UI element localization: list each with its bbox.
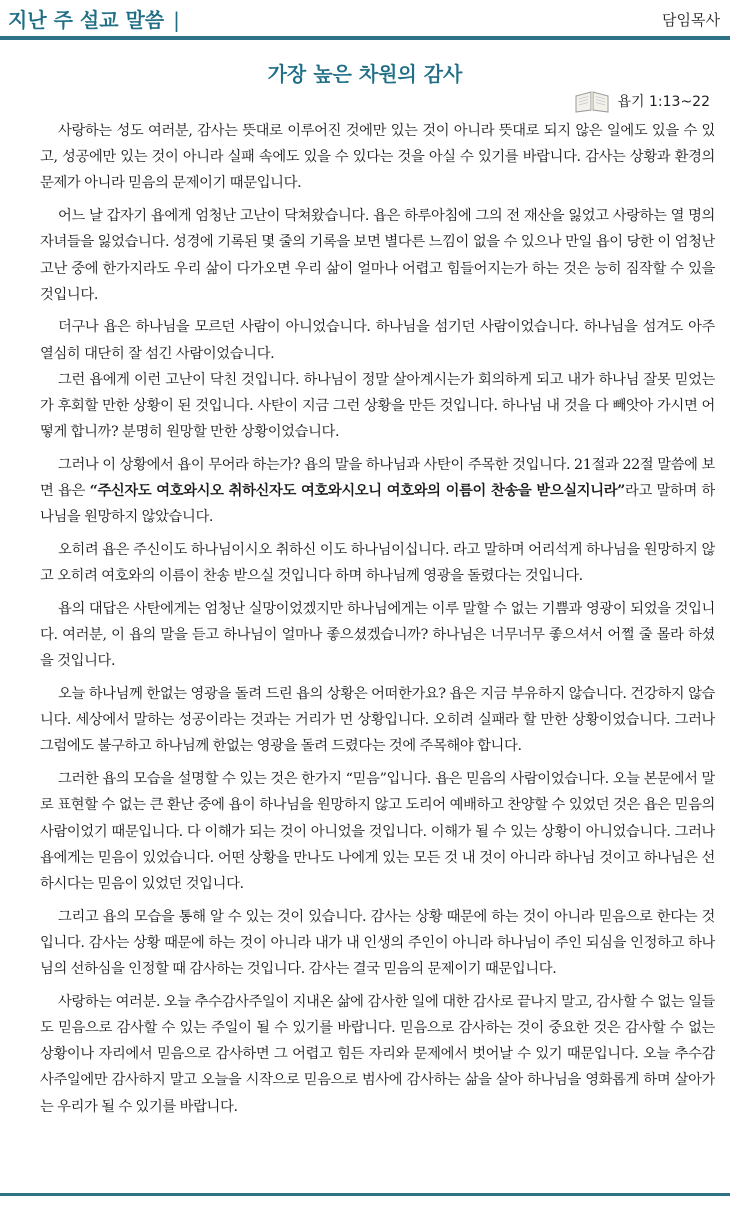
paragraph: 욥의 대답은 사탄에게는 엄청난 실망이었겠지만 하나님에게는 이루 말할 수 없는 기쁨과 영광이 되었을 것입니다. 여러분, 이 욥의 말을 듣고 하나님이 얼마나 좋으셨겠습니까? 하나님은 너무너무 좋으셔서 어쩔 줄 몰라 하셨을 것입니다.: [40, 600, 715, 670]
quote-open-mark: “: [89, 483, 98, 500]
open-book-icon: [574, 88, 610, 114]
paragraph: 사랑하는 성도 여러분, 감사는 뜻대로 이루어진 것에만 있는 것이 아니라 뜻대로 되지 않은 일에도 있을 수 있고, 성공에만 있는 것이 아니라 실패 속에도 있을 수 있다는 것을 아실 수 있기를 바랍니다. 감사는 상황과 환경의 문제가 아니라 믿음의 문제이기 때문입니다.: [40, 123, 715, 192]
paragraph-quote: [40, 452, 715, 531]
paragraph: 그런 욥에게 이런 고난이 닥친 것입니다. 하나님이 정말 살아계시는가 회의하게 되고 내가 하나님 잘못 믿었는가 후회할 만한 상황이 된 것입니다. 사탄이 지금 그런 상황을 만든 것입니다. 하나님 내 것을 다 빼앗아 가시면 어떻게 합니까? 분명히 원망할 만한 상황이었습니다.: [40, 371, 715, 441]
sermon-body: [40, 118, 715, 1178]
page-header: [0, 0, 730, 36]
paragraph-text: 라고 말하며 하나님을 원망하지 않았습니다.: [40, 483, 715, 526]
author-label: 담임목사: [662, 11, 720, 29]
scripture-quote: 주신자도 여호와시오 취하신자도 여호와시오니 여호와의 이름이 찬송을 받으실지니라: [97, 483, 618, 500]
paragraph: 어느 날 갑자기 욥에게 엄청난 고난이 닥쳐왔습니다. 욥은 하루아침에 그의 전 재산을 잃었고 사랑하는 열 명의 자녀들을 잃었습니다. 성경에 기록된 몇 줄의 기록을 보면 별다른 느낌이 없을 수 있으나 만일 욥이 당한 이 엄청난 고난 중에 한가지라도 우리 삶이 다가오면 우리 삶이 얼마나 어렵고 힘들어지는가 하는 것은 능히 짐작할 수 있을 것입니다.: [40, 208, 715, 303]
paragraph: 사랑하는 여러분. 오늘 추수감사주일이 지내온 삶에 감사한 일에 대한 감사로 끝나지 말고, 감사할 수 없는 일들도 믿음으로 감사할 수 있는 주일이 될 수 있기를 바랍니다. 믿음으로 감사하는 것이 중요한 것은 감사할 수 없는 상황이나 자리에서 믿음으로 감사하면 그 어렵고 힘든 자리와 문제에서 벗어날 수 있기 때문입니다. 오늘 추수감사주일에만 감사하지 말고 오늘을 시작으로 믿음으로 범사에 감사하는 삶을 살아 하나님을 영화롭게 하며 살아가는 우리가 될 수 있기를 바랍니다.: [40, 993, 715, 1115]
scripture-reference: [574, 88, 710, 114]
scripture-text: 욥기 1:13~22: [617, 94, 710, 110]
sermon-title: 가장 높은 차원의 감사: [267, 62, 463, 86]
footer-rule: [0, 1193, 730, 1196]
quote-close-mark: ”: [617, 483, 626, 500]
paragraph: 그러한 욥의 모습을 설명할 수 있는 것은 한가지 “믿음”입니다. 욥은 믿음의 사람이었습니다. 오늘 본문에서 말로 표현할 수 없는 큰 환난 중에 욥이 하나님을 원망하지 않고 도리어 예배하고 찬양할 수 있었던 것은 욥은 믿음의 사람이었기 때문입니다. 다 이해가 되는 것이 아니었을 것입니다. 이해가 될 수 있는 상황이 아니었습니다. 그러나 욥에게는 믿음이 있었습니다. 어떤 상황을 만나도 나에게 있는 모든 것 내 것이 아니라 하나님 것이고 하나님은 선하시다는 믿음이 있었던 것입니다.: [40, 771, 715, 892]
section-title-divider: |: [173, 8, 180, 32]
paragraph: 그리고 욥의 모습을 통해 알 수 있는 것이 있습니다. 감사는 상황 때문에 하는 것이 아니라 믿음으로 한다는 것입니다. 감사는 상황 때문에 하는 것이 아니라 내가 내 인생의 주인이 아니라 하나님이 주인 되심을 인정하고 하나님의 선하심을 인정할 때 감사하는 것입니다. 감사는 결국 믿음의 문제이기 때문입니다.: [40, 908, 715, 978]
paragraph: 오히려 욥은 주신이도 하나님이시오 취하신 이도 하나님이십니다. 라고 말하며 어리석게 하나님을 원망하지 않고 오히려 여호와의 이름이 찬송 받으실 것입니다 하며 하나님께 영광을 돌렸다는 것입니다.: [40, 542, 715, 585]
paragraph-text: 그러나 이 상황에서 욥이 무어라 하는가? 욥의 말을 하나님과 사탄이 주목한 것입니다. 21절과 22절 말씀에 보면 욥은: [40, 456, 715, 500]
header-rule: [0, 36, 730, 40]
section-title: [8, 4, 180, 33]
paragraph: 더구나 욥은 하나님을 모르던 사람이 아니었습니다. 하나님을 섬기던 사람이었습니다. 하나님을 섬겨도 아주 열심히 대단히 잘 섬긴 사람이었습니다.: [40, 319, 715, 362]
section-title-text: 지난 주 설교 말씀: [8, 8, 165, 32]
paragraph: 오늘 하나님께 한없는 영광을 돌려 드린 욥의 상황은 어떠한가요? 욥은 지금 부유하지 않습니다. 건강하지 않습니다. 세상에서 말하는 성공이라는 것과는 거리가 먼 상황입니다. 오히려 실패라 할 만한 상황이었습니다. 그러나 그럼에도 불구하고 하나님께 한없는 영광을 돌려 드렸다는 것에 주목해야 합니다.: [40, 686, 715, 755]
